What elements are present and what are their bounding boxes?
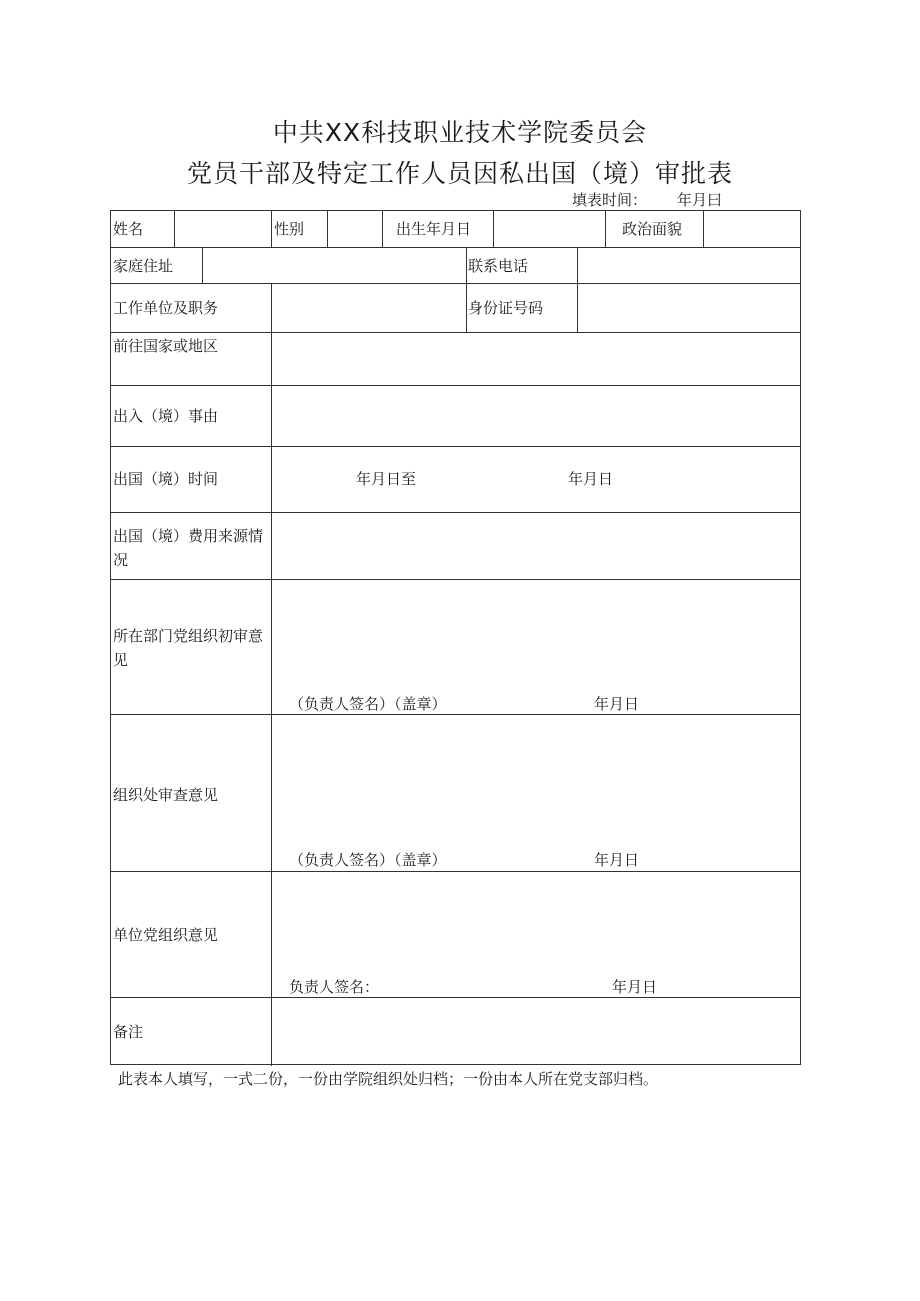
col-divider (577, 247, 578, 332)
unit-opinion-date: 年月日 (612, 978, 658, 996)
trip-period-to: 年月日 (568, 470, 614, 488)
col-divider (327, 211, 328, 247)
phone-label: 联系电话 (468, 257, 529, 275)
destination-label: 前往国家或地区 (113, 337, 219, 355)
trip-period-from: 年月日至 (356, 470, 417, 488)
col-divider (466, 247, 467, 332)
row-divider (111, 579, 800, 580)
col-divider (271, 283, 272, 1066)
row-divider (111, 385, 800, 386)
employer-position-label: 工作单位及职务 (113, 299, 219, 317)
org-review-date: 年月日 (594, 851, 640, 869)
col-divider (493, 211, 494, 247)
document-title-line1: 中共XX科技职业技术学院委员会 (272, 118, 648, 147)
col-divider (202, 247, 203, 283)
row-divider (111, 871, 800, 872)
name-label: 姓名 (113, 220, 144, 238)
row-divider (111, 247, 800, 248)
funding-source-label: 出国（境）费用来源情况 (113, 527, 264, 569)
row-divider (111, 997, 800, 998)
political-status-label: 政治面貌 (622, 220, 683, 238)
unit-opinion-signature: 负责人签名： (289, 978, 380, 996)
trip-reason-label: 出入（境）事由 (113, 407, 219, 425)
row-divider (111, 283, 800, 284)
dept-opinion-signature: （负责人签名）（盖章） (289, 695, 447, 713)
approval-form-table (110, 210, 801, 1065)
unit-opinion-label: 单位党组织意见 (113, 926, 219, 944)
col-divider (605, 211, 606, 247)
dept-opinion-date: 年月日 (594, 695, 640, 713)
remarks-label: 备注 (113, 1023, 144, 1041)
row-divider (111, 332, 800, 333)
col-divider (174, 211, 175, 247)
col-divider (703, 211, 704, 247)
fill-time (572, 189, 722, 210)
row-divider (111, 446, 800, 447)
dept-opinion-label: 所在部门党组织初审意见 (113, 627, 264, 669)
gender-label: 性别 (274, 220, 305, 238)
row-divider (111, 512, 800, 513)
trip-period-label: 出国（境）时间 (113, 470, 219, 488)
fill-time-date: 年月曰 (677, 191, 723, 209)
birth-date-label: 出生年月日 (396, 220, 472, 238)
id-number-label: 身份证号码 (468, 299, 544, 317)
org-review-signature: （负责人签名）（盖章） (289, 851, 447, 869)
col-divider (271, 211, 272, 247)
home-address-label: 家庭住址 (113, 257, 174, 275)
footnote: 此表本人填写，一式二份，一份由学院组织处归档；一份由本人所在党支部归档。 (118, 1070, 659, 1088)
col-divider (382, 211, 383, 247)
row-divider (111, 714, 800, 715)
document-title-line2: 党员干部及特定工作人员因私出国（境）审批表 (186, 159, 733, 188)
org-review-label: 组织处审查意见 (113, 786, 219, 804)
fill-time-label: 填表时间： (572, 191, 648, 209)
